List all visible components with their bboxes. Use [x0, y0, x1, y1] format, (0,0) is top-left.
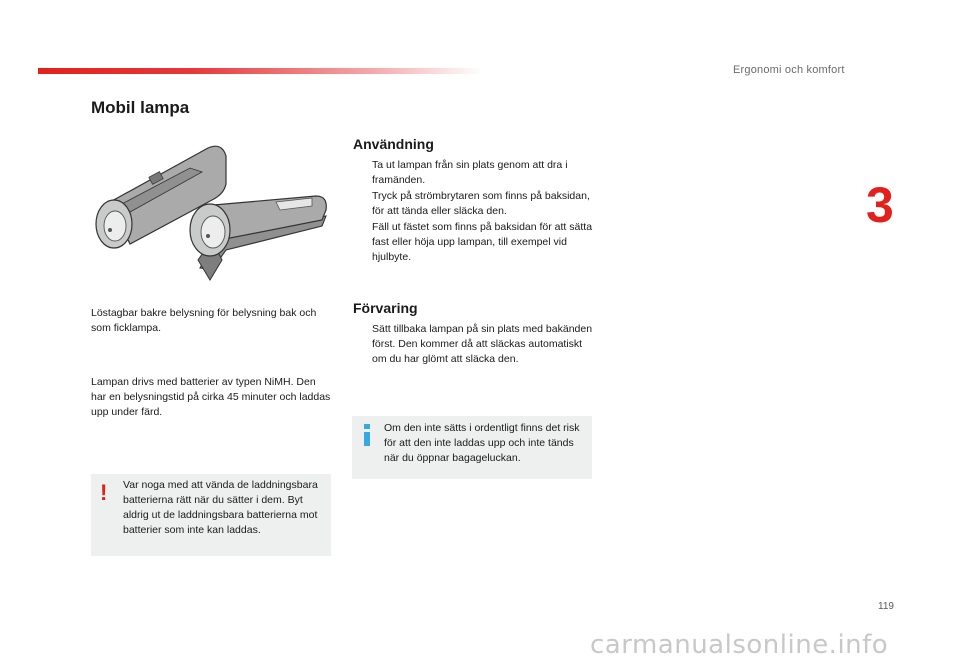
usage-heading: Användning [353, 136, 434, 152]
intro-paragraph-1: Löstagbar bakre belysning för belysning bak och som ficklampa. [91, 307, 317, 334]
intro-paragraph-2: Lampan drivs med batterier av typen NiMH. Den har en belysningstid på cirka 45 minuter och laddas upp under färd. [91, 376, 331, 418]
storage-heading: Förvaring [353, 300, 418, 316]
header-accent-bar [38, 68, 483, 74]
chapter-number: 3 [866, 177, 894, 233]
exclamation-icon: ! [100, 480, 108, 505]
watermark: carmanualsonline.info [590, 630, 889, 660]
lamp-open-drawing [190, 196, 326, 280]
info-icon [362, 424, 372, 446]
list-item: Sätt tillbaka lampan på sin plats med bakänden först. Den kommer då att släckas automatiskt om du har glömt att släcka den. [372, 323, 593, 365]
info-text: Om den inte sätts i ordentligt finns det risk för att den inte laddas upp och inte tänds när du öppnar bagageluckan. [384, 422, 580, 464]
list-item: Fäll ut fästet som finns på baksidan för att sätta fast eller höja upp lampan, till exempel vid hjulbyte. [372, 221, 593, 263]
list-item: Tryck på strömbrytaren som finns på baksidan, för att tända eller släcka den. [372, 190, 590, 217]
warning-box [91, 474, 331, 556]
page-number: 119 [878, 601, 894, 612]
warning-text: Var noga med att vända de laddningsbara batterierna rätt när du sätter i dem. Byt aldrig ut de laddningsbara batterierna mot batterier som inte kan laddas. [123, 479, 318, 536]
storage-list [353, 322, 598, 368]
usage-list [353, 158, 598, 266]
mobile-lamp-illustration [90, 140, 340, 295]
page-title: Mobil lampa [91, 98, 190, 117]
info-box [352, 416, 592, 479]
list-item: Ta ut lampan från sin plats genom att dra i framänden. [372, 159, 568, 186]
section-title: Ergonomi och komfort [733, 64, 845, 76]
